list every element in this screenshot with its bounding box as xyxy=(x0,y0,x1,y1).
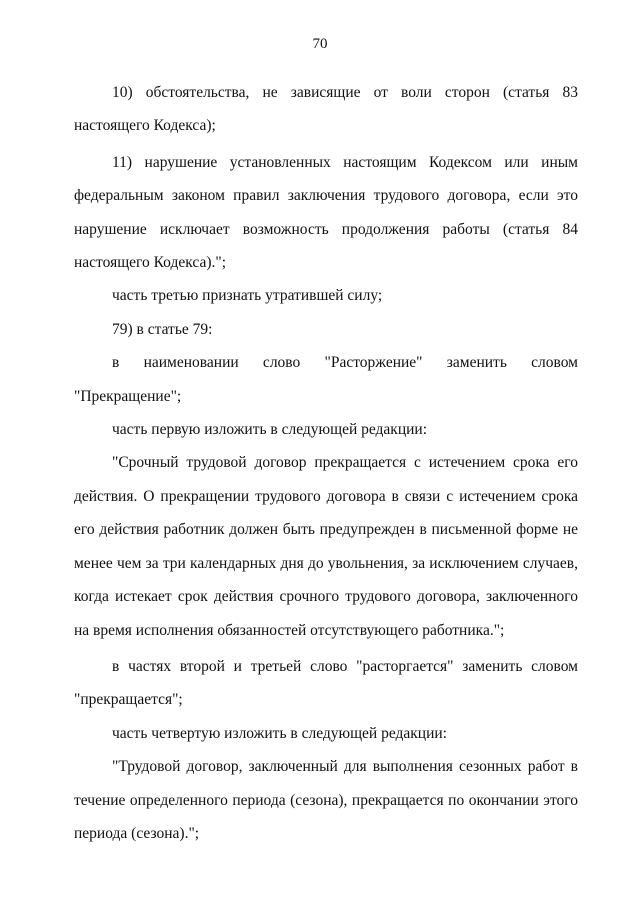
paragraph-part-four-intro: часть четвертую изложить в следующей редакции: xyxy=(112,724,447,742)
document-body xyxy=(74,76,578,850)
paragraph-part-one-intro: часть первую изложить в следующей редакции: xyxy=(112,421,428,439)
paragraph-item-11: 11) нарушение установленных настоящим Кодексом или иным федеральным законом правил заключения трудового договора, если это нарушение исключает возможность продолжения работы (статья 84 настоящего Кодекса)."; xyxy=(74,153,578,272)
paragraph-seasonal-contract: "Трудовой договор, заключенный для выполнения сезонных работ в течение определенного периода (сезона), прекращается по окончании этого периода (сезона)."; xyxy=(74,758,578,842)
paragraph-item-10: 10) обстоятельства, не зависящие от воли сторон (статья 83 настоящего Кодекса); xyxy=(74,84,578,135)
paragraph-fixed-term-contract: "Срочный трудовой договор прекращается с истечением срока его действия. О прекращении трудового договора в связи с истечением срока его действия работник должен быть предупрежден в письменной форме не менее чем за три календарных дня до увольнения, за исключением случаев, когда истекает срок действия срочного трудового договора, заключенного на время исполнения обязанностей отсутствующего работника."; xyxy=(74,454,578,639)
paragraph-title-change: в наименовании слово "Расторжение" заменить словом "Прекращение"; xyxy=(74,354,578,405)
paragraph-part-three-void: часть третью признать утратившей силу; xyxy=(112,287,383,305)
paragraph-article-79: 79) в статье 79: xyxy=(112,320,213,338)
paragraph-parts-two-three: в частях второй и третьей слово "расторгается" заменить словом "прекращается"; xyxy=(74,657,578,709)
page-number: 70 xyxy=(312,36,328,52)
